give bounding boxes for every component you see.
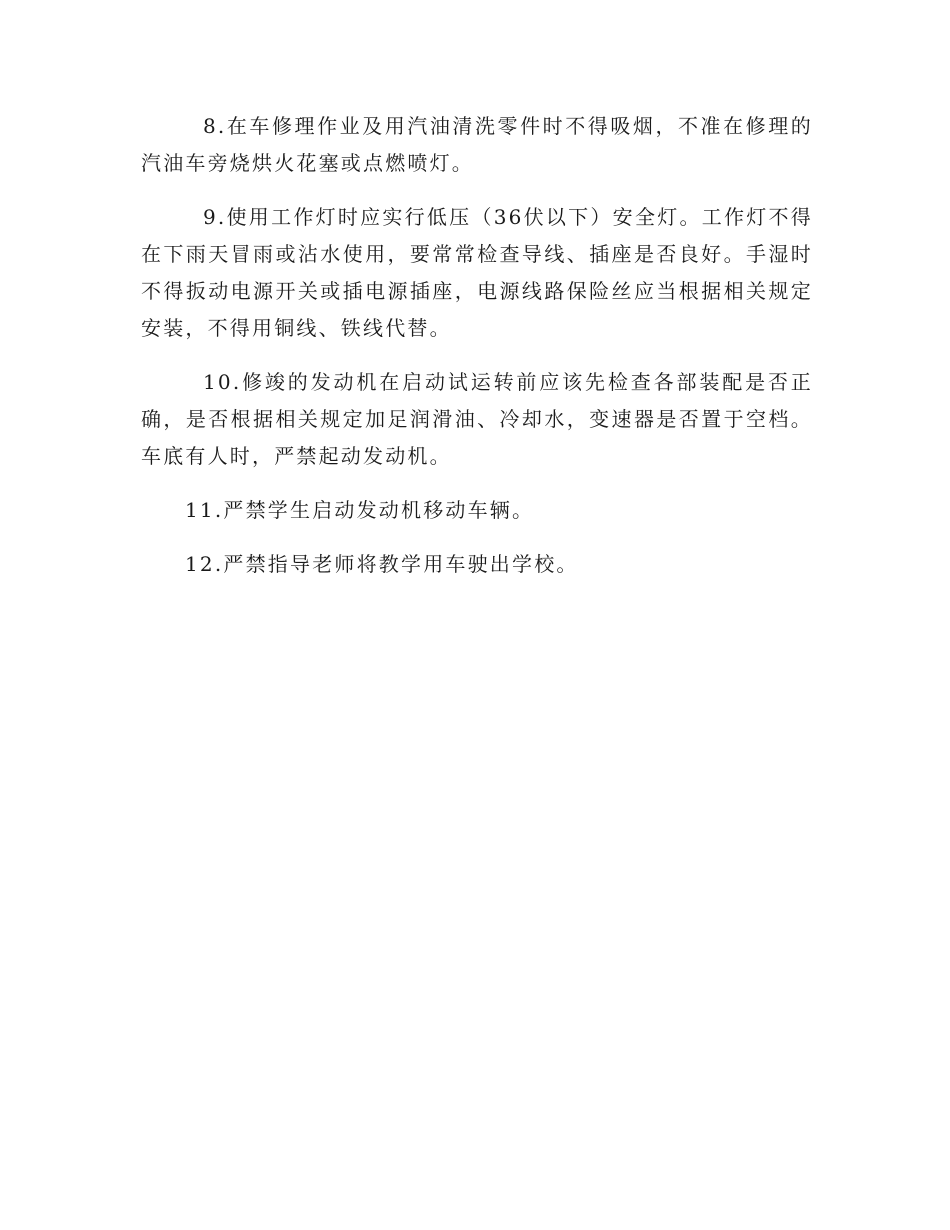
- document-body: [141, 108, 813, 600]
- paragraph-item-12: 12.严禁指导老师将教学用车驶出学校。: [185, 552, 579, 576]
- paragraph-item-8: 8.在车修理作业及用汽油清洗零件时不得吸烟，不准在修理的汽油车旁烧烘火花塞或点燃喷灯。: [141, 114, 813, 175]
- paragraph-item-10: 10.修竣的发动机在启动试运转前应该先检查各部装配是否正确，是否根据相关规定加足润滑油、冷却水，变速器是否置于空档。车底有人时，严禁起动发动机。: [141, 370, 813, 468]
- paragraph-item-11: 11.严禁学生启动发动机移动车辆。: [185, 498, 535, 522]
- paragraph-item-9: 9.使用工作灯时应实行低压（36伏以下）安全灯。工作灯不得在下雨天冒雨或沾水使用，要常常检查导线、插座是否良好。手湿时不得扳动电源开关或插电源插座，电源线路保险丝应当根据相关规定安装，不得用铜线、铁线代替。: [141, 205, 813, 340]
